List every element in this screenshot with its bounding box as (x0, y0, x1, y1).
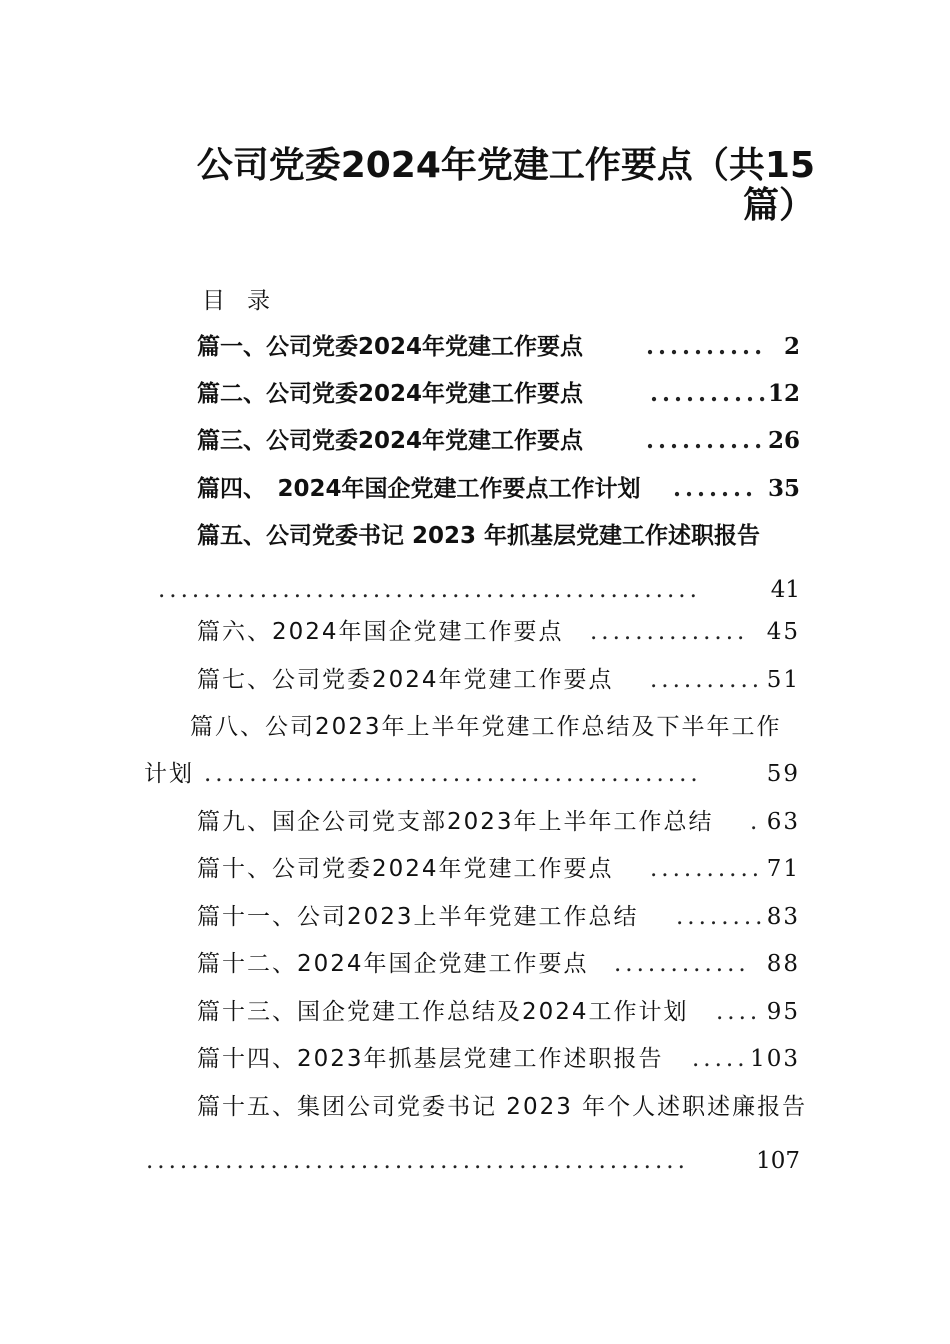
toc-leader-dots: ........ (676, 904, 767, 930)
toc-entry-9[interactable] (0, 805, 950, 839)
toc-page-number: 45 (766, 619, 800, 645)
toc-heading: 目录 (202, 288, 292, 314)
toc-page-number: 35 (767, 475, 800, 502)
toc-page-number: 51 (766, 667, 800, 693)
toc-entry-15-continuation[interactable] (0, 1144, 950, 1178)
toc-page-number: 103 (750, 1046, 800, 1072)
toc-leader-dots: ............................................ (204, 761, 702, 787)
toc-entry-title: 篇九、国企公司党支部2023年上半年工作总结 (197, 809, 714, 835)
toc-page-number: 71 (766, 856, 800, 882)
toc-leader-dots: .... (716, 999, 762, 1025)
toc-leader-dots: . (750, 809, 762, 835)
title-line-1: 公司党委2024年党建工作要点（共15 (196, 145, 815, 186)
toc-entry-10[interactable] (0, 852, 950, 886)
toc-leader-dots: ............ (614, 951, 750, 977)
toc-entry-title: 篇十、公司党委2024年党建工作要点 (197, 856, 614, 882)
toc-page-number: 63 (766, 809, 800, 835)
toc-entry-title: 篇七、公司党委2024年党建工作要点 (197, 667, 614, 693)
toc-page-number: 107 (756, 1148, 800, 1174)
toc-entry-2[interactable] (0, 377, 950, 411)
toc-leader-dots: .......... (650, 856, 764, 882)
title-line-2: 篇） (742, 185, 815, 226)
toc-leader-dots: .......... (650, 667, 764, 693)
toc-leader-dots: .......... (646, 427, 767, 454)
toc-entry-11[interactable] (0, 900, 950, 934)
toc-page-number: 88 (766, 951, 800, 977)
toc-entry-title: 篇八、公司2023年上半年党建工作总结及下半年工作 (190, 714, 782, 740)
toc-page-number: 12 (767, 380, 800, 407)
toc-entry-title: 篇十二、2024年国企党建工作要点 (197, 951, 589, 977)
toc-leader-dots: .............. (590, 619, 749, 645)
toc-entry-7[interactable] (0, 663, 950, 697)
toc-entry-3[interactable] (0, 424, 950, 458)
toc-entry-5[interactable] (0, 519, 950, 553)
toc-entry-title: 篇十四、2023年抓基层党建工作述职报告 (197, 1046, 664, 1072)
toc-entry-title: 篇十五、集团公司党委书记 2023 年个人述职述廉报告 (197, 1094, 808, 1120)
toc-entry-13[interactable] (0, 995, 950, 1029)
toc-leader-dots: .......... (646, 333, 766, 360)
toc-entry-4[interactable] (0, 472, 950, 506)
toc-entry-title: 篇二、公司党委2024年党建工作要点 (197, 381, 584, 407)
toc-page-number: 95 (766, 999, 800, 1025)
toc-entry-title: 篇十三、国企党建工作总结及2024工作计划 (197, 999, 689, 1025)
toc-entry-1[interactable] (0, 330, 950, 364)
toc-page-number: 59 (766, 761, 800, 787)
toc-entry-5-continuation[interactable] (0, 573, 950, 607)
toc-entry-14[interactable] (0, 1042, 950, 1076)
toc-entry-15[interactable] (0, 1090, 950, 1124)
toc-entry-title: 篇三、公司党委2024年党建工作要点 (197, 428, 584, 454)
toc-entry-title: 篇十一、公司2023上半年党建工作总结 (197, 904, 639, 930)
toc-leader-dots: .......... (650, 380, 771, 407)
toc-page-number: 41 (770, 577, 800, 603)
toc-entry-title: 篇五、公司党委书记 2023 年抓基层党建工作述职报告 (197, 523, 761, 549)
toc-entry-title: 篇一、公司党委2024年党建工作要点 (197, 334, 584, 360)
toc-entry-title-continuation: 计划 (144, 761, 194, 787)
toc-entry-8[interactable] (0, 710, 950, 744)
toc-leader-dots: ................................................ (146, 1148, 689, 1174)
toc-leader-dots: ..... (692, 1046, 749, 1072)
toc-entry-12[interactable] (0, 947, 950, 981)
document-title (150, 146, 815, 226)
toc-entry-title: 篇六、2024年国企党建工作要点 (197, 619, 564, 645)
toc-page-number: 26 (767, 427, 800, 454)
toc-leader-dots: ................................................ (158, 577, 701, 603)
toc-page-number: 83 (766, 904, 800, 930)
toc-entry-title: 篇四、 2024年国企党建工作要点工作计划 (197, 476, 641, 502)
toc-page-number: 2 (783, 333, 800, 360)
toc-entry-8-continuation[interactable] (0, 757, 950, 791)
toc-entry-6[interactable] (0, 615, 950, 649)
toc-leader-dots: ....... (673, 475, 758, 502)
